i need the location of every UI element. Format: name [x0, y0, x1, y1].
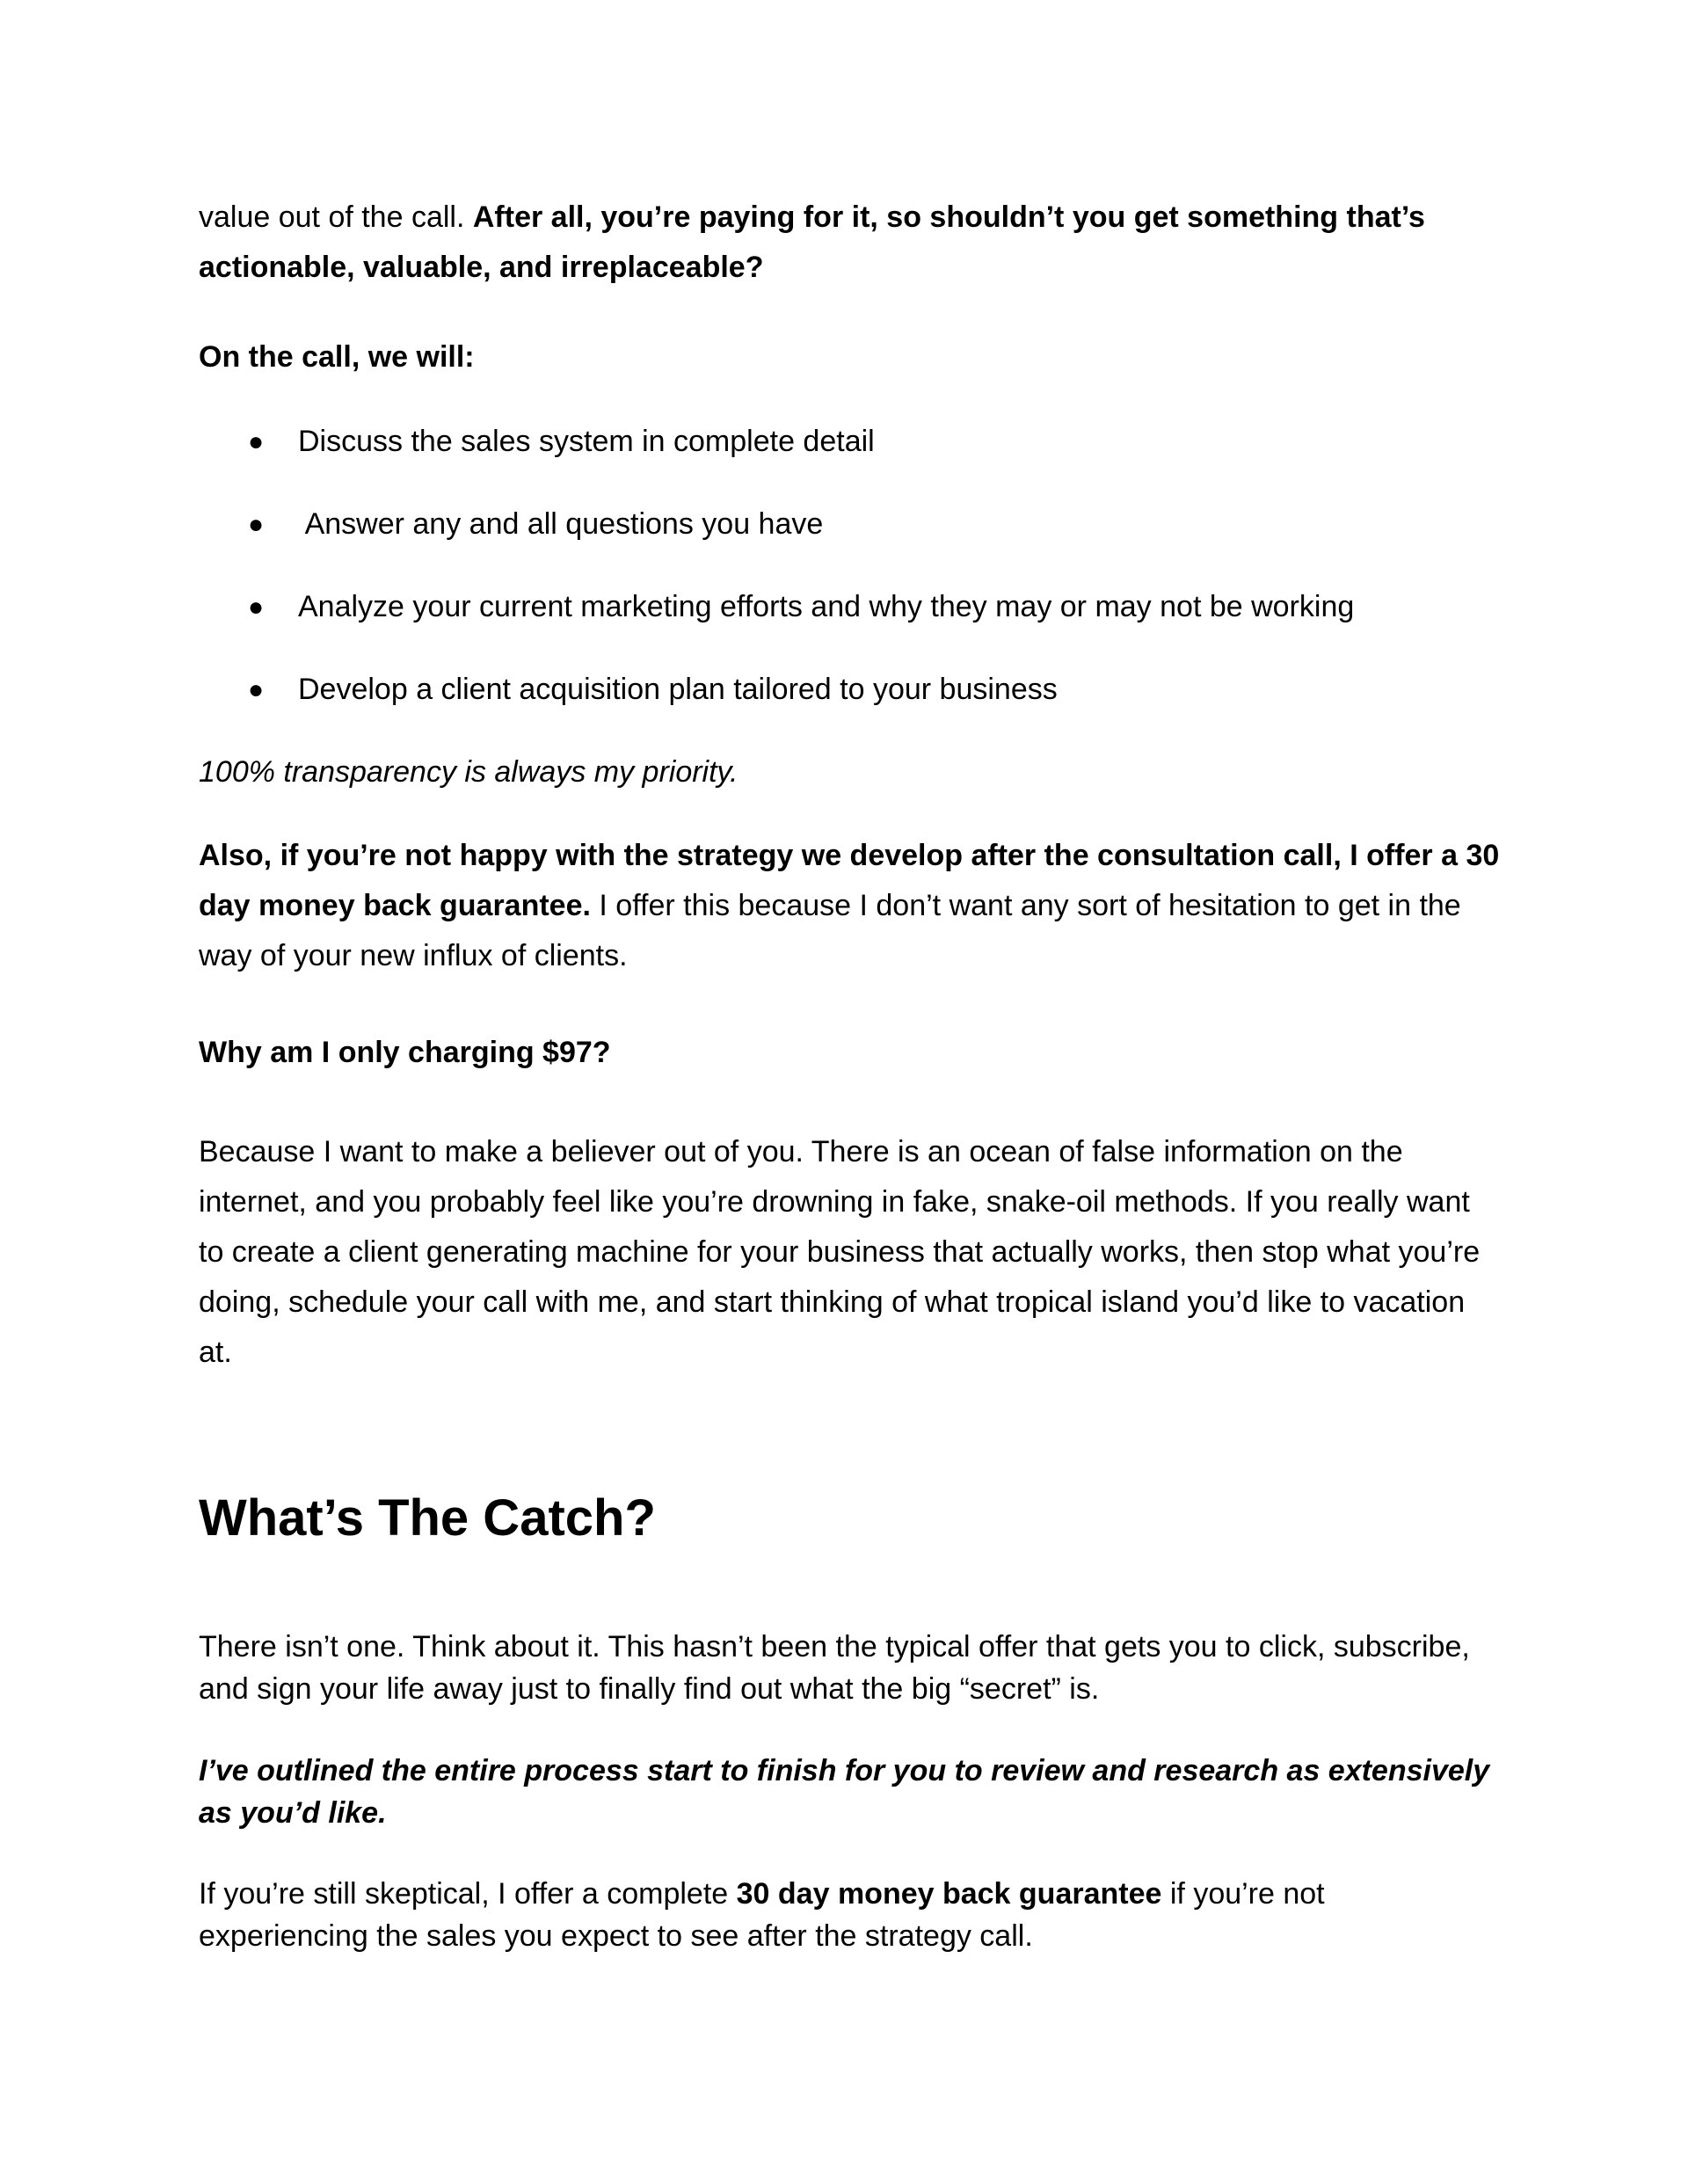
list-item-text: Discuss the sales system in complete detail — [298, 425, 875, 458]
call-heading: On the call, we will: — [199, 340, 475, 374]
bullet-icon: ● — [248, 427, 265, 456]
outlined-paragraph: I’ve outlined the entire process start to finish for you to review and research as extensively as you’d like. — [199, 1754, 1490, 1830]
skeptical-paragraph — [199, 1873, 1500, 1957]
value-paragraph-normal: value out of the call. — [199, 200, 473, 234]
list-item — [199, 499, 1500, 550]
value-paragraph-bold: After all, you’re paying for it, so shouldn’t you get something that’s actionable, valuable, and irreplaceable? — [199, 200, 1425, 284]
why-heading: Why am I only charging $97? — [199, 1036, 611, 1069]
skeptical-paragraph-bold: 30 day money back guarantee — [736, 1877, 1162, 1911]
list-item-text: Answer any and all questions you have — [298, 507, 824, 541]
bullet-icon: ● — [248, 593, 265, 622]
list-item — [199, 417, 1500, 467]
bullet-icon: ● — [248, 510, 265, 539]
skeptical-paragraph-before: If you’re still skeptical, I offer a complete — [199, 1877, 737, 1911]
because-paragraph: Because I want to make a believer out of you. There is an ocean of false information on the internet, and you probably feel like you’re drowning in fake, snake-oil methods. If you really want to create a client generating machine for your business that actually works, then stop what you’re doing, schedule your call with me, and start thinking of what tropical island you’d like to vacation at. — [199, 1135, 1481, 1369]
list-item-text: Develop a client acquisition plan tailored to your business — [298, 673, 1058, 706]
list-item-text: Analyze your current marketing efforts and why they may or may not be working — [298, 590, 1355, 623]
catch-heading: What’s The Catch? — [199, 1489, 656, 1547]
list-item — [199, 582, 1500, 632]
bullet-icon: ● — [248, 675, 265, 704]
transparency-note: 100% transparency is always my priority. — [199, 755, 738, 789]
guarantee-paragraph-bold: Also, if you’re not happy with the strategy we develop after the consultation call, I offer a 30 day money back guarantee. — [199, 839, 1500, 922]
list-item — [199, 665, 1500, 715]
catch-paragraph: There isn’t one. Think about it. This hasn’t been the typical offer that gets you to click, subscribe, and sign your life away just to finally find out what the big “secret” is. — [199, 1630, 1470, 1706]
skeptical-paragraph-after: if you’re not experiencing the sales you expect to see after the strategy call. — [199, 1877, 1325, 1953]
guarantee-paragraph — [199, 831, 1500, 981]
guarantee-paragraph-normal: I offer this because I don’t want any sort of hesitation to get in the way of your new influx of clients. — [199, 889, 1461, 972]
value-paragraph — [199, 193, 1500, 293]
